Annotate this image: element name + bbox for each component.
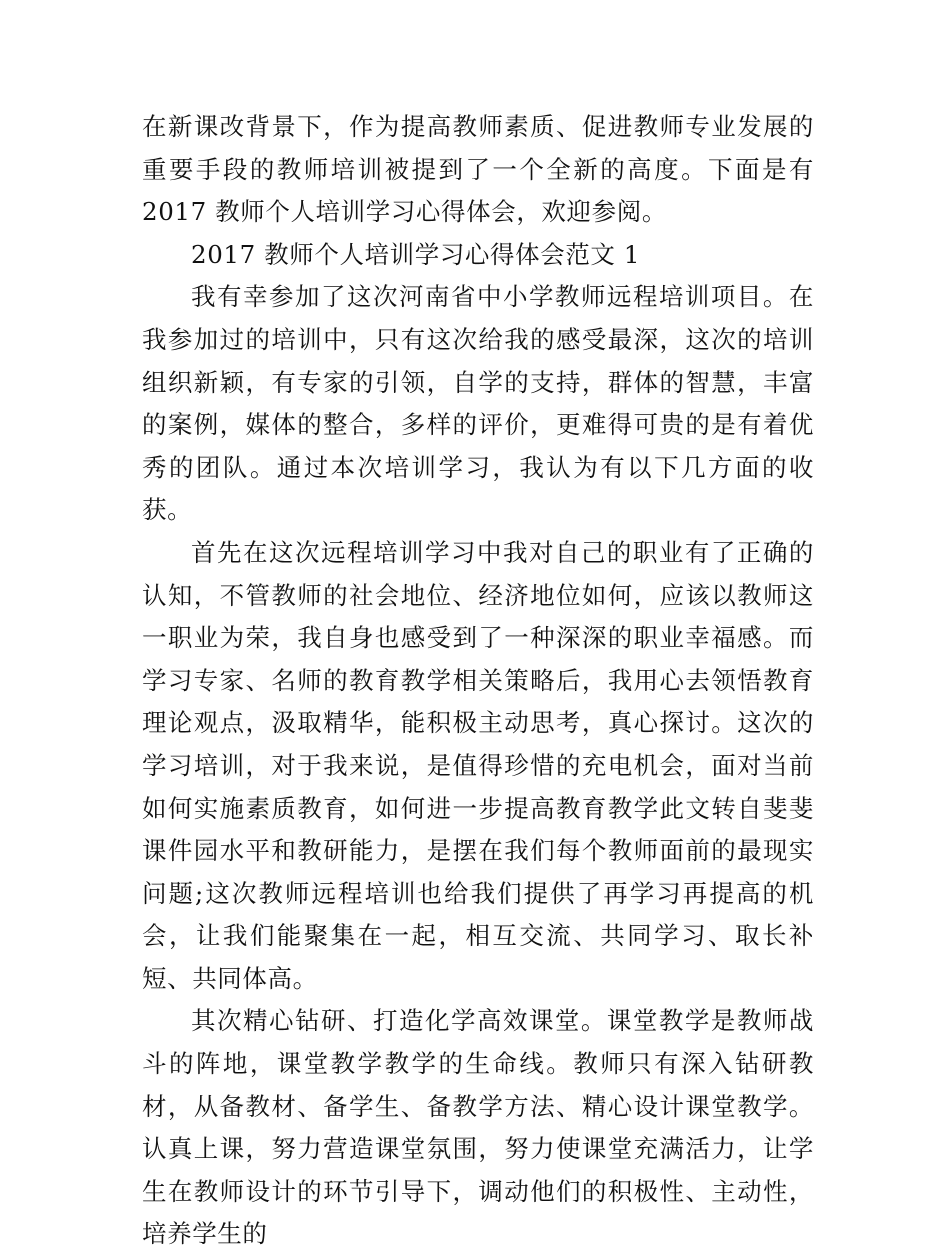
intro-paragraph: 在新课改背景下，作为提高教师素质、促进教师专业发展的重要手段的教师培训被提到了一个全新的高度。下面是有 2017 教师个人培训学习心得体会，欢迎参阅。 [142, 112, 814, 227]
body-paragraph-3: 其次精心钻研、打造化学高效课堂。课堂教学是教师战斗的阵地，课堂教学教学的生命线。教师只有深入钻研教材，从备教材、备学生、备教学方法、精心设计课堂教学。认真上课，努力营造课堂氛围，努力使课堂充满活力，让学生在教师设计的环节引导下，调动他们的积极性、主动性，培养学生的 [142, 1006, 814, 1249]
section-heading: 2017 教师个人培训学习心得体会范文 1 [191, 239, 641, 269]
body-paragraph-2: 首先在这次远程培训学习中我对自己的职业有了正确的认知，不管教师的社会地位、经济地位如何，应该以教师这一职业为荣，我自身也感受到了一种深深的职业幸福感。而学习专家、名师的教育教学相关策略后，我用心去领悟教育理论观点，汲取精华，能积极主动思考，真心探讨。这次的学习培训，对于我来说，是值得珍惜的充电机会，面对当前如何实施素质教育，如何进一步提高教育教学此文转自斐斐课件园水平和教研能力，是摆在我们每个教师面前的最现实问题;这次教师远程培训也给我们提供了再学习再提高的机会，让我们能聚集在一起，相互交流、共同学习、取长补短、共同体高。 [142, 537, 814, 993]
document-body [142, 106, 814, 1256]
body-paragraph-1: 我有幸参加了这次河南省中小学教师远程培训项目。在我参加过的培训中，只有这次给我的感受最深，这次的培训组织新颖，有专家的引领，自学的支持，群体的智慧，丰富的案例，媒体的整合，多样的评价，更难得可贵的是有着优秀的团队。通过本次培训学习，我认为有以下几方面的收获。 [142, 282, 814, 525]
